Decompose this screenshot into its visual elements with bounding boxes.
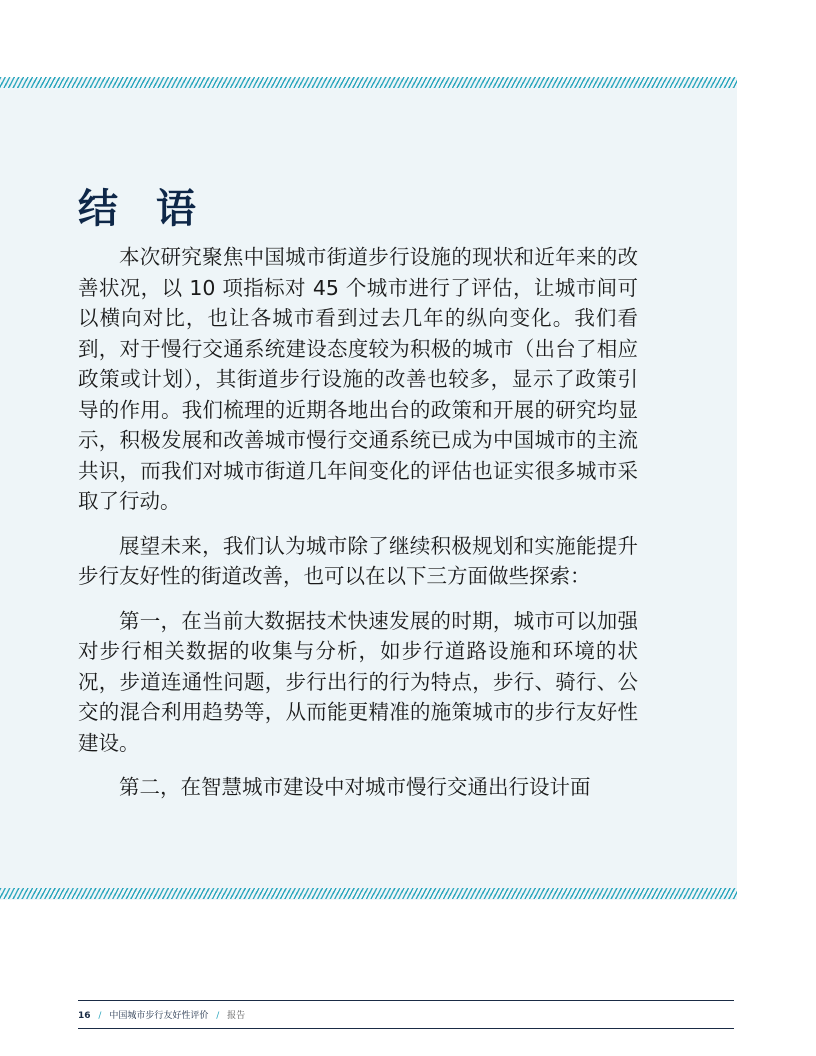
page-number: 16 [78, 1011, 91, 1021]
bottom-hatch-border [0, 888, 737, 899]
main-content [78, 184, 638, 817]
footer-separator: / [98, 1011, 102, 1021]
publication-type: 报告 [227, 1011, 246, 1021]
section-title: 结 语 [78, 186, 208, 232]
footer-rule-top [78, 1000, 734, 1001]
paragraph-1: 本次研究聚焦中国城市街道步行设施的现状和近年来的改善状况，以 10 项指标对 45 个城市进行了评估，让城市间可以横向对比，也让各城市看到过去几年的纵向变化。我们看到，对于慢行交通系统建设态度较为积极的城市（出台了相应政策或计划），其街道步行设施的改善也较多，显示了政策引导的作用。我们梳理的近期各地出台的政策和开展的研究均显示，积极发展和改善城市慢行交通系统已成为中国城市的主流共识，而我们对城市街道几年间变化的评估也证实很多城市采取了行动。 [78, 245, 638, 513]
paragraph-4: 第二，在智慧城市建设中对城市慢行交通出行设计面 [119, 775, 591, 799]
publication-title: 中国城市步行友好性评价 [109, 1011, 209, 1021]
footer-separator-2: / [216, 1011, 220, 1021]
paragraph-3: 第一，在当前大数据技术快速发展的时期，城市可以加强对步行相关数据的收集与分析，如步行道路设施和环境的状况，步道连通性问题，步行出行的行为特点，步行、骑行、公交的混合利用趋势等，从而能更精准的施策城市的步行友好性建设。 [78, 608, 638, 755]
footer-rule-bottom [78, 1028, 734, 1029]
top-hatch-border [0, 77, 737, 88]
page-footer [78, 1008, 245, 1024]
paragraph-2: 展望未来，我们认为城市除了继续积极规划和实施能提升步行友好性的街道改善，也可以在以下三方面做些探索： [78, 533, 638, 588]
